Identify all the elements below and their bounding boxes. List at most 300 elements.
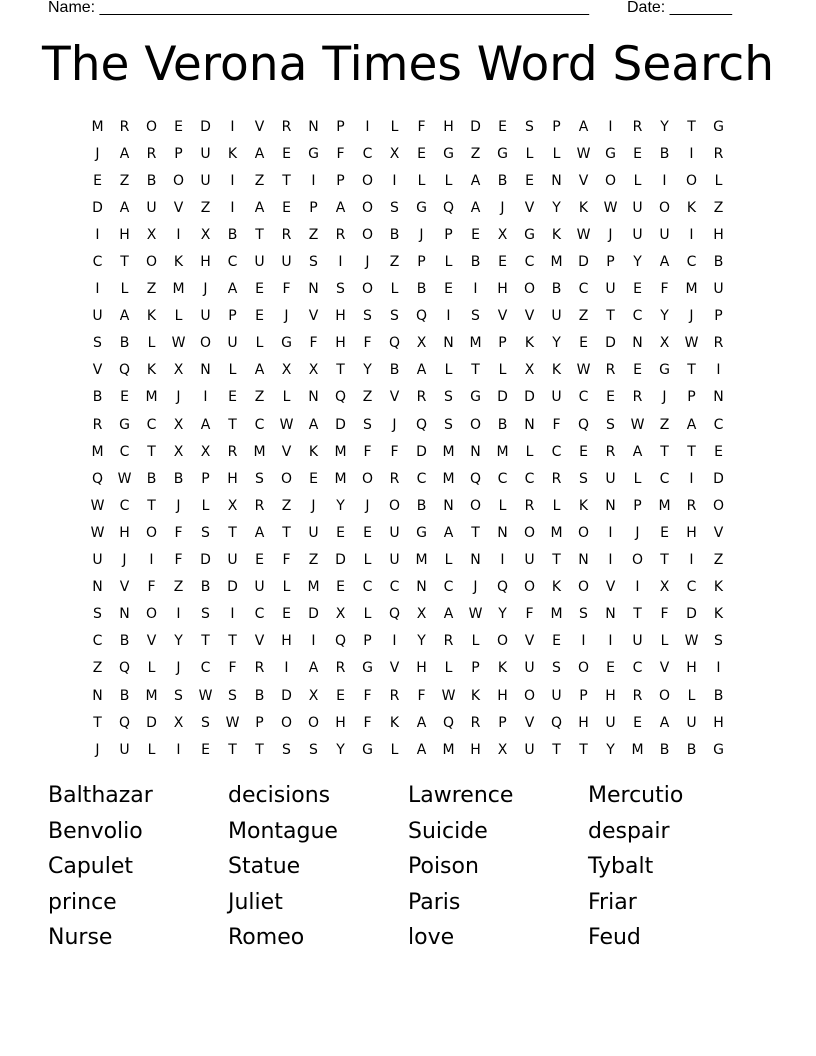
grid-letter[interactable]: C bbox=[578, 281, 589, 298]
grid-letter[interactable]: A bbox=[659, 714, 670, 731]
grid-letter[interactable]: E bbox=[336, 687, 345, 704]
grid-letter[interactable]: N bbox=[308, 281, 319, 298]
grid-letter[interactable]: I bbox=[689, 226, 694, 243]
grid-letter[interactable]: S bbox=[363, 308, 372, 325]
grid-letter[interactable]: P bbox=[363, 633, 372, 650]
grid-letter[interactable]: A bbox=[686, 416, 697, 433]
grid-letter[interactable]: S bbox=[174, 687, 183, 704]
grid-letter[interactable]: H bbox=[119, 226, 130, 243]
grid-letter[interactable]: C bbox=[632, 308, 643, 325]
grid-letter[interactable]: S bbox=[282, 741, 291, 758]
grid-letter[interactable]: X bbox=[173, 416, 184, 433]
grid-letter[interactable]: M bbox=[145, 687, 158, 704]
grid-letter[interactable]: W bbox=[576, 226, 591, 243]
grid-letter[interactable]: I bbox=[203, 389, 208, 406]
grid-letter[interactable]: P bbox=[579, 687, 588, 704]
grid-letter[interactable]: B bbox=[551, 281, 562, 298]
grid-letter[interactable]: W bbox=[603, 199, 618, 216]
grid-letter[interactable]: T bbox=[201, 633, 210, 650]
grid-letter[interactable]: T bbox=[606, 308, 615, 325]
grid-letter[interactable]: X bbox=[389, 145, 400, 162]
grid-letter[interactable]: F bbox=[660, 606, 669, 623]
grid-letter[interactable]: P bbox=[444, 226, 453, 243]
grid-letter[interactable]: I bbox=[230, 118, 235, 135]
grid-letter[interactable]: R bbox=[335, 226, 346, 243]
grid-letter[interactable]: X bbox=[200, 226, 211, 243]
grid-letter[interactable]: C bbox=[92, 254, 103, 271]
grid-letter[interactable]: Z bbox=[119, 172, 130, 189]
grid-letter[interactable]: C bbox=[578, 389, 589, 406]
grid-letter[interactable]: Y bbox=[660, 308, 669, 325]
grid-letter[interactable]: O bbox=[145, 606, 158, 623]
grid-letter[interactable]: P bbox=[309, 199, 318, 216]
grid-letter[interactable]: P bbox=[687, 389, 696, 406]
grid-letter[interactable]: F bbox=[363, 714, 372, 731]
grid-letter[interactable]: K bbox=[551, 362, 562, 379]
grid-letter[interactable]: M bbox=[253, 443, 266, 460]
grid-letter[interactable]: O bbox=[172, 172, 185, 189]
grid-letter[interactable]: R bbox=[605, 443, 616, 460]
grid-letter[interactable]: K bbox=[497, 660, 508, 677]
grid-letter[interactable]: U bbox=[254, 254, 265, 271]
grid-letter[interactable]: Z bbox=[173, 579, 184, 596]
grid-letter[interactable]: X bbox=[659, 335, 670, 352]
grid-letter[interactable]: U bbox=[524, 552, 535, 569]
grid-letter[interactable]: W bbox=[90, 524, 105, 541]
grid-letter[interactable]: U bbox=[551, 687, 562, 704]
grid-letter[interactable]: E bbox=[633, 714, 642, 731]
grid-letter[interactable]: R bbox=[713, 145, 724, 162]
grid-letter[interactable]: Q bbox=[550, 714, 563, 731]
grid-letter[interactable]: E bbox=[282, 606, 291, 623]
grid-letter[interactable]: O bbox=[604, 172, 617, 189]
grid-letter[interactable]: I bbox=[176, 606, 181, 623]
grid-letter[interactable]: Q bbox=[334, 633, 347, 650]
grid-letter[interactable]: E bbox=[93, 172, 102, 189]
grid-letter[interactable]: I bbox=[473, 281, 478, 298]
grid-letter[interactable]: D bbox=[470, 118, 481, 135]
grid-letter[interactable]: J bbox=[608, 226, 613, 243]
grid-letter[interactable]: E bbox=[633, 145, 642, 162]
grid-letter[interactable]: E bbox=[471, 226, 480, 243]
grid-letter[interactable]: O bbox=[145, 254, 158, 271]
grid-letter[interactable]: N bbox=[551, 172, 562, 189]
grid-letter[interactable]: M bbox=[469, 335, 482, 352]
grid-letter[interactable]: L bbox=[498, 362, 507, 379]
grid-letter[interactable]: J bbox=[284, 308, 289, 325]
grid-letter[interactable]: O bbox=[280, 470, 293, 487]
grid-letter[interactable]: A bbox=[443, 524, 454, 541]
grid-letter[interactable]: C bbox=[389, 579, 400, 596]
grid-letter[interactable]: L bbox=[174, 308, 183, 325]
grid-letter[interactable]: O bbox=[577, 579, 590, 596]
grid-letter[interactable]: C bbox=[119, 497, 130, 514]
grid-letter[interactable]: I bbox=[689, 470, 694, 487]
grid-letter[interactable]: T bbox=[228, 524, 237, 541]
grid-letter[interactable]: N bbox=[443, 335, 454, 352]
grid-letter[interactable]: B bbox=[497, 172, 508, 189]
grid-letter[interactable]: T bbox=[687, 443, 696, 460]
grid-letter[interactable]: I bbox=[230, 606, 235, 623]
grid-letter[interactable]: V bbox=[713, 524, 724, 541]
grid-letter[interactable]: C bbox=[146, 416, 157, 433]
grid-letter[interactable]: K bbox=[551, 226, 562, 243]
grid-letter[interactable]: R bbox=[146, 145, 157, 162]
grid-letter[interactable]: E bbox=[174, 118, 183, 135]
grid-letter[interactable]: F bbox=[552, 416, 561, 433]
grid-letter[interactable]: O bbox=[145, 118, 158, 135]
grid-letter[interactable]: C bbox=[524, 254, 535, 271]
grid-letter[interactable]: A bbox=[470, 172, 481, 189]
grid-letter[interactable]: F bbox=[390, 443, 399, 460]
grid-letter[interactable]: O bbox=[685, 172, 698, 189]
grid-letter[interactable]: S bbox=[579, 470, 588, 487]
grid-letter[interactable]: E bbox=[606, 660, 615, 677]
grid-letter[interactable]: Q bbox=[469, 470, 482, 487]
grid-letter[interactable]: A bbox=[416, 714, 427, 731]
grid-letter[interactable]: V bbox=[254, 633, 265, 650]
grid-letter[interactable]: S bbox=[390, 199, 399, 216]
grid-letter[interactable]: T bbox=[687, 118, 696, 135]
grid-letter[interactable]: F bbox=[282, 281, 291, 298]
grid-letter[interactable]: B bbox=[389, 226, 400, 243]
grid-letter[interactable]: S bbox=[201, 606, 210, 623]
grid-letter[interactable]: L bbox=[228, 362, 237, 379]
grid-letter[interactable]: A bbox=[200, 416, 211, 433]
grid-letter[interactable]: R bbox=[632, 687, 643, 704]
grid-letter[interactable]: H bbox=[470, 741, 481, 758]
grid-letter[interactable]: Y bbox=[174, 633, 183, 650]
grid-letter[interactable]: A bbox=[443, 606, 454, 623]
grid-letter[interactable]: C bbox=[362, 579, 373, 596]
grid-letter[interactable]: I bbox=[608, 118, 613, 135]
grid-letter[interactable]: B bbox=[416, 281, 427, 298]
grid-letter[interactable]: H bbox=[119, 524, 130, 541]
grid-letter[interactable]: E bbox=[120, 389, 129, 406]
grid-letter[interactable]: A bbox=[119, 308, 130, 325]
grid-letter[interactable]: J bbox=[176, 389, 181, 406]
grid-letter[interactable]: A bbox=[578, 118, 589, 135]
grid-letter[interactable]: U bbox=[119, 741, 130, 758]
grid-letter[interactable]: R bbox=[335, 660, 346, 677]
grid-letter[interactable]: U bbox=[308, 524, 319, 541]
grid-letter[interactable]: N bbox=[92, 579, 103, 596]
grid-letter[interactable]: V bbox=[524, 199, 535, 216]
grid-letter[interactable]: B bbox=[119, 633, 130, 650]
grid-letter[interactable]: J bbox=[176, 660, 181, 677]
grid-letter[interactable]: I bbox=[95, 226, 100, 243]
grid-letter[interactable]: A bbox=[119, 145, 130, 162]
grid-letter[interactable]: G bbox=[308, 145, 319, 162]
grid-letter[interactable]: N bbox=[308, 389, 319, 406]
grid-letter[interactable]: U bbox=[605, 281, 616, 298]
grid-letter[interactable]: W bbox=[279, 416, 294, 433]
grid-letter[interactable]: U bbox=[524, 741, 535, 758]
grid-letter[interactable]: M bbox=[658, 497, 671, 514]
grid-letter[interactable]: U bbox=[92, 552, 103, 569]
grid-letter[interactable]: Q bbox=[91, 470, 104, 487]
grid-letter[interactable]: I bbox=[311, 633, 316, 650]
grid-letter[interactable]: Y bbox=[552, 335, 561, 352]
grid-letter[interactable]: F bbox=[363, 687, 372, 704]
grid-letter[interactable]: D bbox=[281, 687, 292, 704]
grid-letter[interactable]: R bbox=[686, 497, 697, 514]
grid-letter[interactable]: O bbox=[280, 714, 293, 731]
grid-letter[interactable]: R bbox=[470, 714, 481, 731]
grid-letter[interactable]: N bbox=[416, 579, 427, 596]
grid-letter[interactable]: T bbox=[552, 741, 561, 758]
grid-letter[interactable]: G bbox=[362, 660, 373, 677]
grid-letter[interactable]: M bbox=[496, 443, 509, 460]
grid-letter[interactable]: J bbox=[365, 254, 370, 271]
grid-letter[interactable]: N bbox=[470, 552, 481, 569]
grid-letter[interactable]: N bbox=[200, 362, 211, 379]
grid-letter[interactable]: I bbox=[176, 741, 181, 758]
grid-letter[interactable]: P bbox=[336, 118, 345, 135]
grid-letter[interactable]: O bbox=[712, 497, 725, 514]
grid-letter[interactable]: U bbox=[605, 714, 616, 731]
grid-letter[interactable]: I bbox=[392, 633, 397, 650]
grid-letter[interactable]: B bbox=[92, 389, 103, 406]
grid-letter[interactable]: C bbox=[686, 579, 697, 596]
grid-letter[interactable]: M bbox=[334, 470, 347, 487]
grid-letter[interactable]: B bbox=[659, 145, 670, 162]
grid-letter[interactable]: S bbox=[201, 714, 210, 731]
grid-letter[interactable]: E bbox=[255, 552, 264, 569]
grid-letter[interactable]: B bbox=[119, 687, 130, 704]
grid-letter[interactable]: L bbox=[444, 172, 453, 189]
grid-letter[interactable]: O bbox=[469, 416, 482, 433]
grid-letter[interactable]: B bbox=[416, 497, 427, 514]
grid-letter[interactable]: M bbox=[550, 524, 563, 541]
grid-letter[interactable]: L bbox=[282, 389, 291, 406]
grid-letter[interactable]: U bbox=[200, 145, 211, 162]
grid-letter[interactable]: P bbox=[336, 172, 345, 189]
grid-letter[interactable]: H bbox=[605, 687, 616, 704]
grid-letter[interactable]: E bbox=[579, 443, 588, 460]
grid-letter[interactable]: V bbox=[389, 389, 400, 406]
grid-letter[interactable]: I bbox=[689, 145, 694, 162]
grid-letter[interactable]: J bbox=[95, 741, 100, 758]
grid-letter[interactable]: C bbox=[227, 254, 238, 271]
grid-letter[interactable]: L bbox=[120, 281, 129, 298]
grid-letter[interactable]: C bbox=[713, 416, 724, 433]
grid-letter[interactable]: U bbox=[200, 172, 211, 189]
grid-letter[interactable]: Q bbox=[388, 335, 401, 352]
grid-letter[interactable]: E bbox=[714, 443, 723, 460]
grid-letter[interactable]: H bbox=[227, 470, 238, 487]
grid-letter[interactable]: D bbox=[713, 470, 724, 487]
grid-letter[interactable]: B bbox=[713, 254, 724, 271]
grid-letter[interactable]: N bbox=[497, 524, 508, 541]
grid-letter[interactable]: J bbox=[122, 552, 127, 569]
grid-letter[interactable]: Z bbox=[254, 389, 265, 406]
grid-letter[interactable]: G bbox=[497, 145, 508, 162]
grid-letter[interactable]: K bbox=[524, 335, 535, 352]
grid-letter[interactable]: M bbox=[145, 389, 158, 406]
grid-letter[interactable]: S bbox=[201, 524, 210, 541]
grid-letter[interactable]: B bbox=[146, 470, 157, 487]
grid-letter[interactable]: X bbox=[146, 226, 157, 243]
grid-letter[interactable]: L bbox=[201, 497, 210, 514]
grid-letter[interactable]: N bbox=[92, 687, 103, 704]
grid-letter[interactable]: K bbox=[551, 579, 562, 596]
grid-letter[interactable]: G bbox=[416, 524, 427, 541]
grid-letter[interactable]: X bbox=[416, 606, 427, 623]
grid-letter[interactable]: C bbox=[200, 660, 211, 677]
grid-letter[interactable]: J bbox=[662, 389, 667, 406]
grid-letter[interactable]: N bbox=[605, 497, 616, 514]
grid-letter[interactable]: M bbox=[550, 254, 563, 271]
grid-letter[interactable]: S bbox=[606, 416, 615, 433]
grid-letter[interactable]: L bbox=[552, 497, 561, 514]
grid-letter[interactable]: C bbox=[524, 470, 535, 487]
grid-letter[interactable]: N bbox=[524, 416, 535, 433]
grid-letter[interactable]: U bbox=[146, 199, 157, 216]
grid-letter[interactable]: F bbox=[525, 606, 534, 623]
grid-letter[interactable]: U bbox=[227, 552, 238, 569]
grid-letter[interactable]: B bbox=[713, 687, 724, 704]
grid-letter[interactable]: F bbox=[147, 579, 156, 596]
grid-letter[interactable]: H bbox=[416, 660, 427, 677]
grid-letter[interactable]: C bbox=[254, 606, 265, 623]
grid-letter[interactable]: X bbox=[416, 335, 427, 352]
grid-letter[interactable]: L bbox=[444, 254, 453, 271]
grid-letter[interactable]: G bbox=[524, 226, 535, 243]
grid-letter[interactable]: L bbox=[714, 172, 723, 189]
grid-letter[interactable]: L bbox=[525, 443, 534, 460]
grid-letter[interactable]: O bbox=[469, 497, 482, 514]
grid-letter[interactable]: P bbox=[498, 714, 507, 731]
grid-letter[interactable]: L bbox=[444, 362, 453, 379]
grid-letter[interactable]: P bbox=[201, 470, 210, 487]
grid-letter[interactable]: K bbox=[578, 199, 589, 216]
grid-letter[interactable]: O bbox=[523, 579, 536, 596]
grid-letter[interactable]: Z bbox=[281, 497, 292, 514]
grid-letter[interactable]: E bbox=[579, 335, 588, 352]
grid-letter[interactable]: Y bbox=[417, 633, 426, 650]
grid-letter[interactable]: Q bbox=[442, 199, 455, 216]
grid-letter[interactable]: C bbox=[443, 579, 454, 596]
grid-letter[interactable]: S bbox=[93, 606, 102, 623]
grid-letter[interactable]: K bbox=[686, 199, 697, 216]
grid-letter[interactable]: J bbox=[203, 281, 208, 298]
grid-letter[interactable]: T bbox=[687, 362, 696, 379]
grid-letter[interactable]: X bbox=[227, 497, 238, 514]
grid-letter[interactable]: I bbox=[284, 660, 289, 677]
grid-letter[interactable]: O bbox=[388, 497, 401, 514]
grid-letter[interactable]: L bbox=[633, 172, 642, 189]
grid-letter[interactable]: O bbox=[361, 470, 374, 487]
grid-letter[interactable]: C bbox=[659, 470, 670, 487]
grid-letter[interactable]: U bbox=[632, 633, 643, 650]
grid-letter[interactable]: V bbox=[524, 714, 535, 731]
grid-letter[interactable]: N bbox=[713, 389, 724, 406]
grid-letter[interactable]: G bbox=[713, 741, 724, 758]
grid-letter[interactable]: J bbox=[311, 497, 316, 514]
grid-letter[interactable]: S bbox=[93, 335, 102, 352]
grid-letter[interactable]: I bbox=[230, 172, 235, 189]
grid-letter[interactable]: G bbox=[605, 145, 616, 162]
grid-letter[interactable]: S bbox=[714, 633, 723, 650]
grid-letter[interactable]: S bbox=[579, 606, 588, 623]
grid-letter[interactable]: W bbox=[684, 335, 699, 352]
grid-letter[interactable]: J bbox=[365, 497, 370, 514]
grid-letter[interactable]: S bbox=[471, 308, 480, 325]
grid-letter[interactable]: W bbox=[117, 470, 132, 487]
grid-letter[interactable]: V bbox=[119, 579, 130, 596]
grid-letter[interactable]: F bbox=[417, 118, 426, 135]
grid-letter[interactable]: F bbox=[309, 335, 318, 352]
grid-letter[interactable]: M bbox=[550, 606, 563, 623]
grid-letter[interactable]: Y bbox=[606, 741, 615, 758]
grid-letter[interactable]: L bbox=[390, 281, 399, 298]
grid-letter[interactable]: A bbox=[119, 199, 130, 216]
grid-letter[interactable]: C bbox=[497, 470, 508, 487]
grid-letter[interactable]: I bbox=[635, 579, 640, 596]
grid-letter[interactable]: S bbox=[228, 687, 237, 704]
grid-letter[interactable]: O bbox=[523, 687, 536, 704]
grid-letter[interactable]: K bbox=[227, 145, 238, 162]
grid-letter[interactable]: F bbox=[228, 660, 237, 677]
grid-letter[interactable]: V bbox=[659, 660, 670, 677]
grid-letter[interactable]: O bbox=[577, 524, 590, 541]
grid-letter[interactable]: U bbox=[92, 308, 103, 325]
grid-letter[interactable]: Z bbox=[470, 145, 481, 162]
grid-letter[interactable]: D bbox=[497, 389, 508, 406]
grid-letter[interactable]: A bbox=[632, 443, 643, 460]
grid-letter[interactable]: L bbox=[147, 335, 156, 352]
grid-letter[interactable]: Z bbox=[308, 226, 319, 243]
grid-letter[interactable]: Q bbox=[334, 389, 347, 406]
grid-letter[interactable]: D bbox=[524, 389, 535, 406]
grid-letter[interactable]: B bbox=[686, 741, 697, 758]
grid-letter[interactable]: E bbox=[336, 524, 345, 541]
grid-letter[interactable]: C bbox=[416, 470, 427, 487]
grid-letter[interactable]: J bbox=[500, 199, 505, 216]
grid-letter[interactable]: R bbox=[551, 470, 562, 487]
grid-letter[interactable]: S bbox=[255, 470, 264, 487]
grid-letter[interactable]: D bbox=[416, 443, 427, 460]
grid-letter[interactable]: P bbox=[228, 308, 237, 325]
grid-letter[interactable]: V bbox=[308, 308, 319, 325]
grid-letter[interactable]: A bbox=[254, 362, 265, 379]
grid-letter[interactable]: E bbox=[444, 281, 453, 298]
grid-letter[interactable]: L bbox=[525, 145, 534, 162]
grid-letter[interactable]: U bbox=[227, 335, 238, 352]
grid-letter[interactable]: K bbox=[308, 443, 319, 460]
grid-letter[interactable]: D bbox=[308, 606, 319, 623]
grid-letter[interactable]: H bbox=[497, 281, 508, 298]
grid-letter[interactable]: T bbox=[471, 362, 480, 379]
grid-letter[interactable]: H bbox=[281, 633, 292, 650]
grid-letter[interactable]: H bbox=[200, 254, 211, 271]
grid-letter[interactable]: L bbox=[660, 633, 669, 650]
grid-letter[interactable]: I bbox=[95, 281, 100, 298]
grid-letter[interactable]: M bbox=[631, 741, 644, 758]
grid-letter[interactable]: F bbox=[417, 687, 426, 704]
grid-letter[interactable]: L bbox=[390, 118, 399, 135]
grid-letter[interactable]: P bbox=[471, 660, 480, 677]
grid-letter[interactable]: Q bbox=[577, 416, 590, 433]
grid-letter[interactable]: E bbox=[498, 254, 507, 271]
grid-letter[interactable]: U bbox=[281, 254, 292, 271]
grid-letter[interactable]: J bbox=[689, 308, 694, 325]
grid-letter[interactable]: O bbox=[577, 660, 590, 677]
grid-letter[interactable]: T bbox=[633, 606, 642, 623]
grid-letter[interactable]: R bbox=[605, 362, 616, 379]
grid-letter[interactable]: I bbox=[608, 633, 613, 650]
